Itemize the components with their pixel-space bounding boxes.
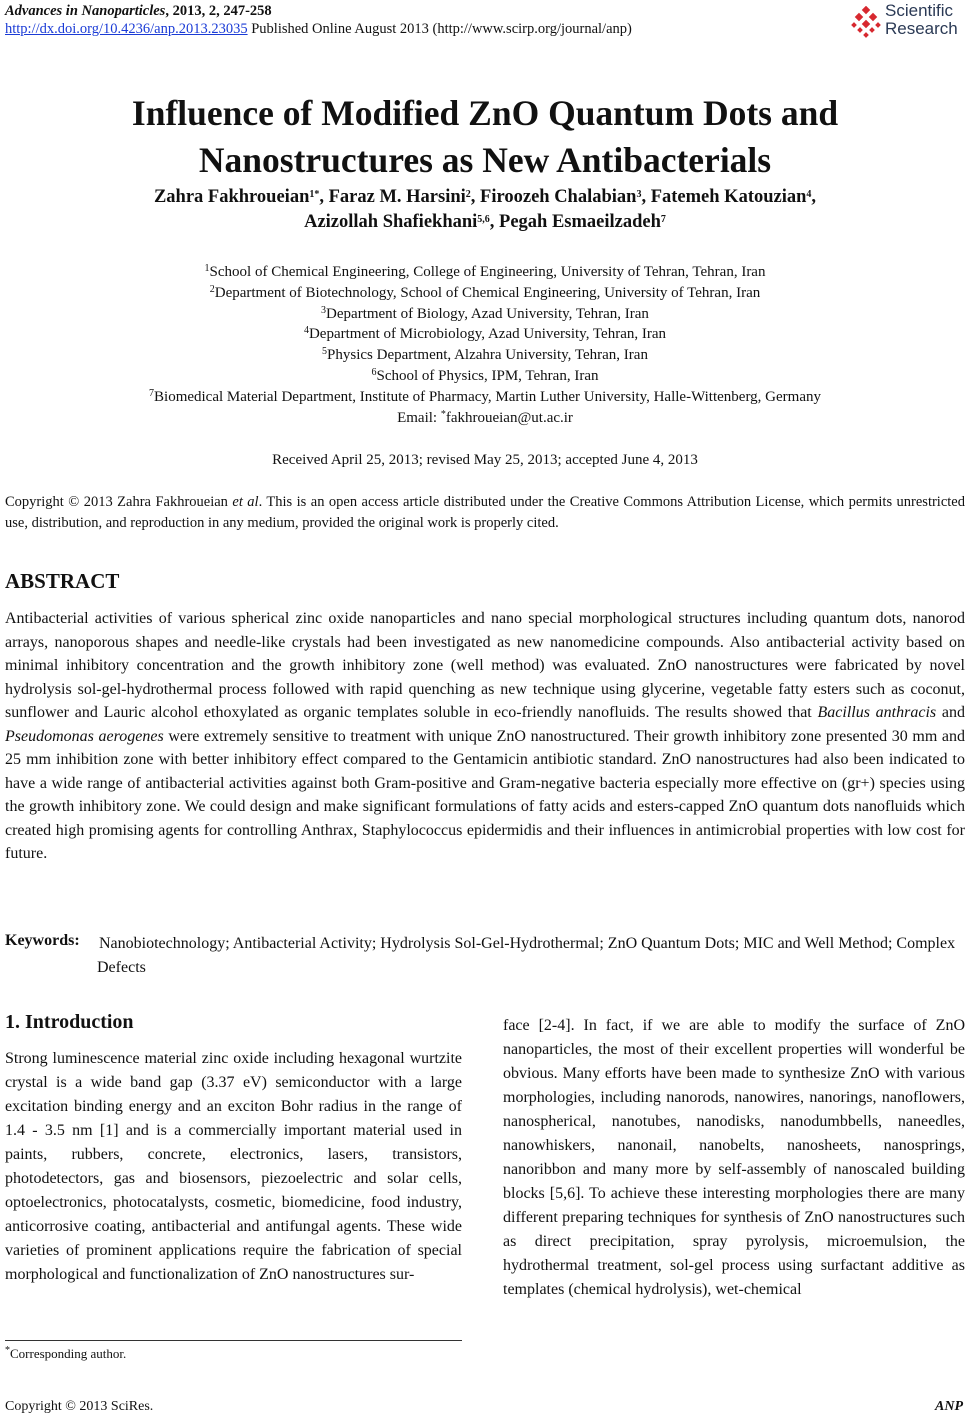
affiliation: $^2$Department of Biotechnology, School of Chemical Engineering, University of Tehran, Iran — [209, 283, 761, 301]
received-dates: Received April 25, 2013; revised May 25, 2013; accepted June 4, 2013 — [272, 452, 698, 468]
journal-volume: , 2013, 2, 247-258 — [165, 3, 272, 19]
author-name: Faraz M. Harsini — [328, 187, 466, 207]
keywords-text: Nanobiotechnology; Antibacterial Activity; Hydrolysis Sol-Gel-Hydrothermal; ZnO Quantum Dots; MIC and Well Method; Complex Defects — [97, 935, 956, 976]
journal-name: Advances in Nanoparticles — [5, 3, 166, 19]
scientific-research-logo — [848, 2, 968, 40]
published-info: Published Online August 2013 (http://www.scirp.org/journal/anp) — [247, 21, 632, 37]
author-name: Pegah Esmaeilzadeh — [499, 212, 661, 232]
logo-text: Scientific Research — [885, 1, 958, 38]
affiliation: $^1$School of Chemical Engineering, College of Engineering, University of Tehran, Tehran, Iran — [204, 263, 766, 280]
author-name: Zahra Fakhroueian — [153, 187, 310, 207]
footnote: *Corresponding author. — [5, 1345, 127, 1361]
journal-citation — [5, 3, 272, 20]
email-line: Email: *fakhroueian@ut.ac.ir — [397, 408, 573, 426]
affiliation: $^5$Physics Department, Alzahra University, Tehran, Iran — [322, 346, 648, 364]
footer-copyright: Copyright © 2013 SciRes. — [5, 1399, 154, 1414]
copyright-notice: Copyright © 2013 Zahra Fakhroueian et al. This is an open access article distributed under the Creative Commons Attribution License, which permits unrestricted use, distribution, and reproduction in any medium, provided the original work is properly cited. — [5, 494, 965, 531]
section-heading: 1. Introduction — [5, 1011, 134, 1033]
author-name: Azizollah Shafiekhani — [304, 212, 478, 232]
abstract-text: Antibacterial activities of various spherical zinc oxide nanoparticles and nano special morphological structures including quantum dots, nanorod arrays, nanoporous shapes and needle-like crystals had been investigated as new nanomedicine compounds. Also antibacterial activity based on minimal inhibitory concentration and the growth inhibitory zone (well method) was evaluated. ZnO nanostructures were fabricated by novel hydrolysis sol-gel-hydrothermal process followed with rapid quenching as new technique using glycerine, vegetable fatty esters such as coconut, sunflower and Lauric alcohol ethoxylated as organic templates soluble in eco-friendly nanofluids. The results showed that Bacillus anthracis and Pseudomonas aerogenes were extremely sensitive to treatment with unique ZnO nanostructured. Their growth inhibitory zone presented 30 mm and 25 mm inhibition zone with better inhibitory effect compared to the Gentamicin antibiotic standard. ZnO nanostructures had also been indicated to have a wide range of antibacterial activities against both Gram-positive and Gram-negative bacteria especially more effective on (gr+) species using the growth inhibitory zone. We could design and make significant formulations of fatty acids and esters-capped ZnO quantum dots nanofluids which created high promising agents for controlling Anthrax, Staphylococcus epidermidis and their influences in antimicrobial properties with low cost for future. — [5, 610, 966, 862]
footer-journal-abbr: ANP — [935, 1399, 963, 1414]
author-name: Fatemeh Katouzian — [650, 187, 807, 207]
affiliation: $^4$Department of Microbiology, Azad University, Tehran, Iran — [303, 325, 667, 343]
intro-column-left: Strong luminescence material zinc oxide including hexagonal wurtzite crystal is a wide band gap (3.37 eV) semiconductor with a large excitation binding energy and an exciton Bohr radius in the range of 1.4 - 3.5 nm [1] and is a commercially important material used in paints, rubbers, concrete, electronics, lasers, transistors, photodetectors, gas and biosensors, piezoelectric and solar cells, optoelectronics, photocatalysts, cosmetic, biomedicine, food industry, anticorrosive coating, antibacterial and antifungal agents. These wide varieties of prominent applications require the fabrication of special morphological and functionalization of ZnO nanostructures sur- — [5, 1050, 462, 1283]
publication-line — [5, 21, 632, 38]
footnote-divider — [5, 1340, 462, 1341]
abstract-heading: ABSTRACT — [5, 569, 120, 593]
affiliation: $^7$Biomedical Material Department, Institute of Pharmacy, Martin Luther University, Halle-Wittenberg, Germany — [149, 387, 821, 405]
logo-mark-icon — [850, 6, 882, 38]
intro-column-right: face [2-4]. In fact, if we are able to modify the surface of ZnO nanoparticles, the most of their excellent properties will wonderful be obvious. Many efforts have been made to synthesize ZnO with various morphologies, including nanorods, nanowires, nanorings, nanoflowers, nanospherical, nanotubes, nanodisks, nanodumbbells, naneedles, nanowhiskers, nanonail, nanobelts, nanosheets, nanosprings, nanoribbon and many more by self-assembly of nanoscaled building blocks [5,6]. To achieve these interesting morphologies there are many different preparing techniques for synthesis of ZnO nanostructures such as direct precipitation, spray pyrolysis, microemulsion, the hydrothermal treatment, sol-gel process using surfactant additive as templates (chemical hydrolysis), wet-chemical — [503, 1017, 965, 1298]
doi-link[interactable]: http://dx.doi.org/10.4236/anp.2013.23035 — [5, 21, 248, 37]
paper-title: Influence of Modified ZnO Quantum Dots and Nanostructures as New Antibacterials — [131, 93, 839, 180]
email-address[interactable]: fakhroueian@ut.ac.ir — [445, 409, 573, 426]
affiliation: $^6$School of Physics, IPM, Tehran, Iran — [371, 366, 599, 384]
affiliation: $^3$Department of Biology, Azad University, Tehran, Iran — [321, 304, 649, 322]
affiliation-list — [0, 262, 970, 428]
authors-line-1: Zahra Fakhroueian$^{1*}$, Faraz M. Harsini$^2$, Firoozeh Chalabian$^3$, Fatemeh Katouzian$^4$, — [153, 187, 817, 207]
author-list — [0, 185, 970, 235]
keywords-label: Keywords: — [5, 932, 80, 949]
author-name: Firoozeh Chalabian — [480, 187, 637, 207]
authors-line-2: Azizollah Shafiekhani$^{5,6}$, Pegah Esmaeilzadeh$^7$ — [304, 212, 666, 232]
